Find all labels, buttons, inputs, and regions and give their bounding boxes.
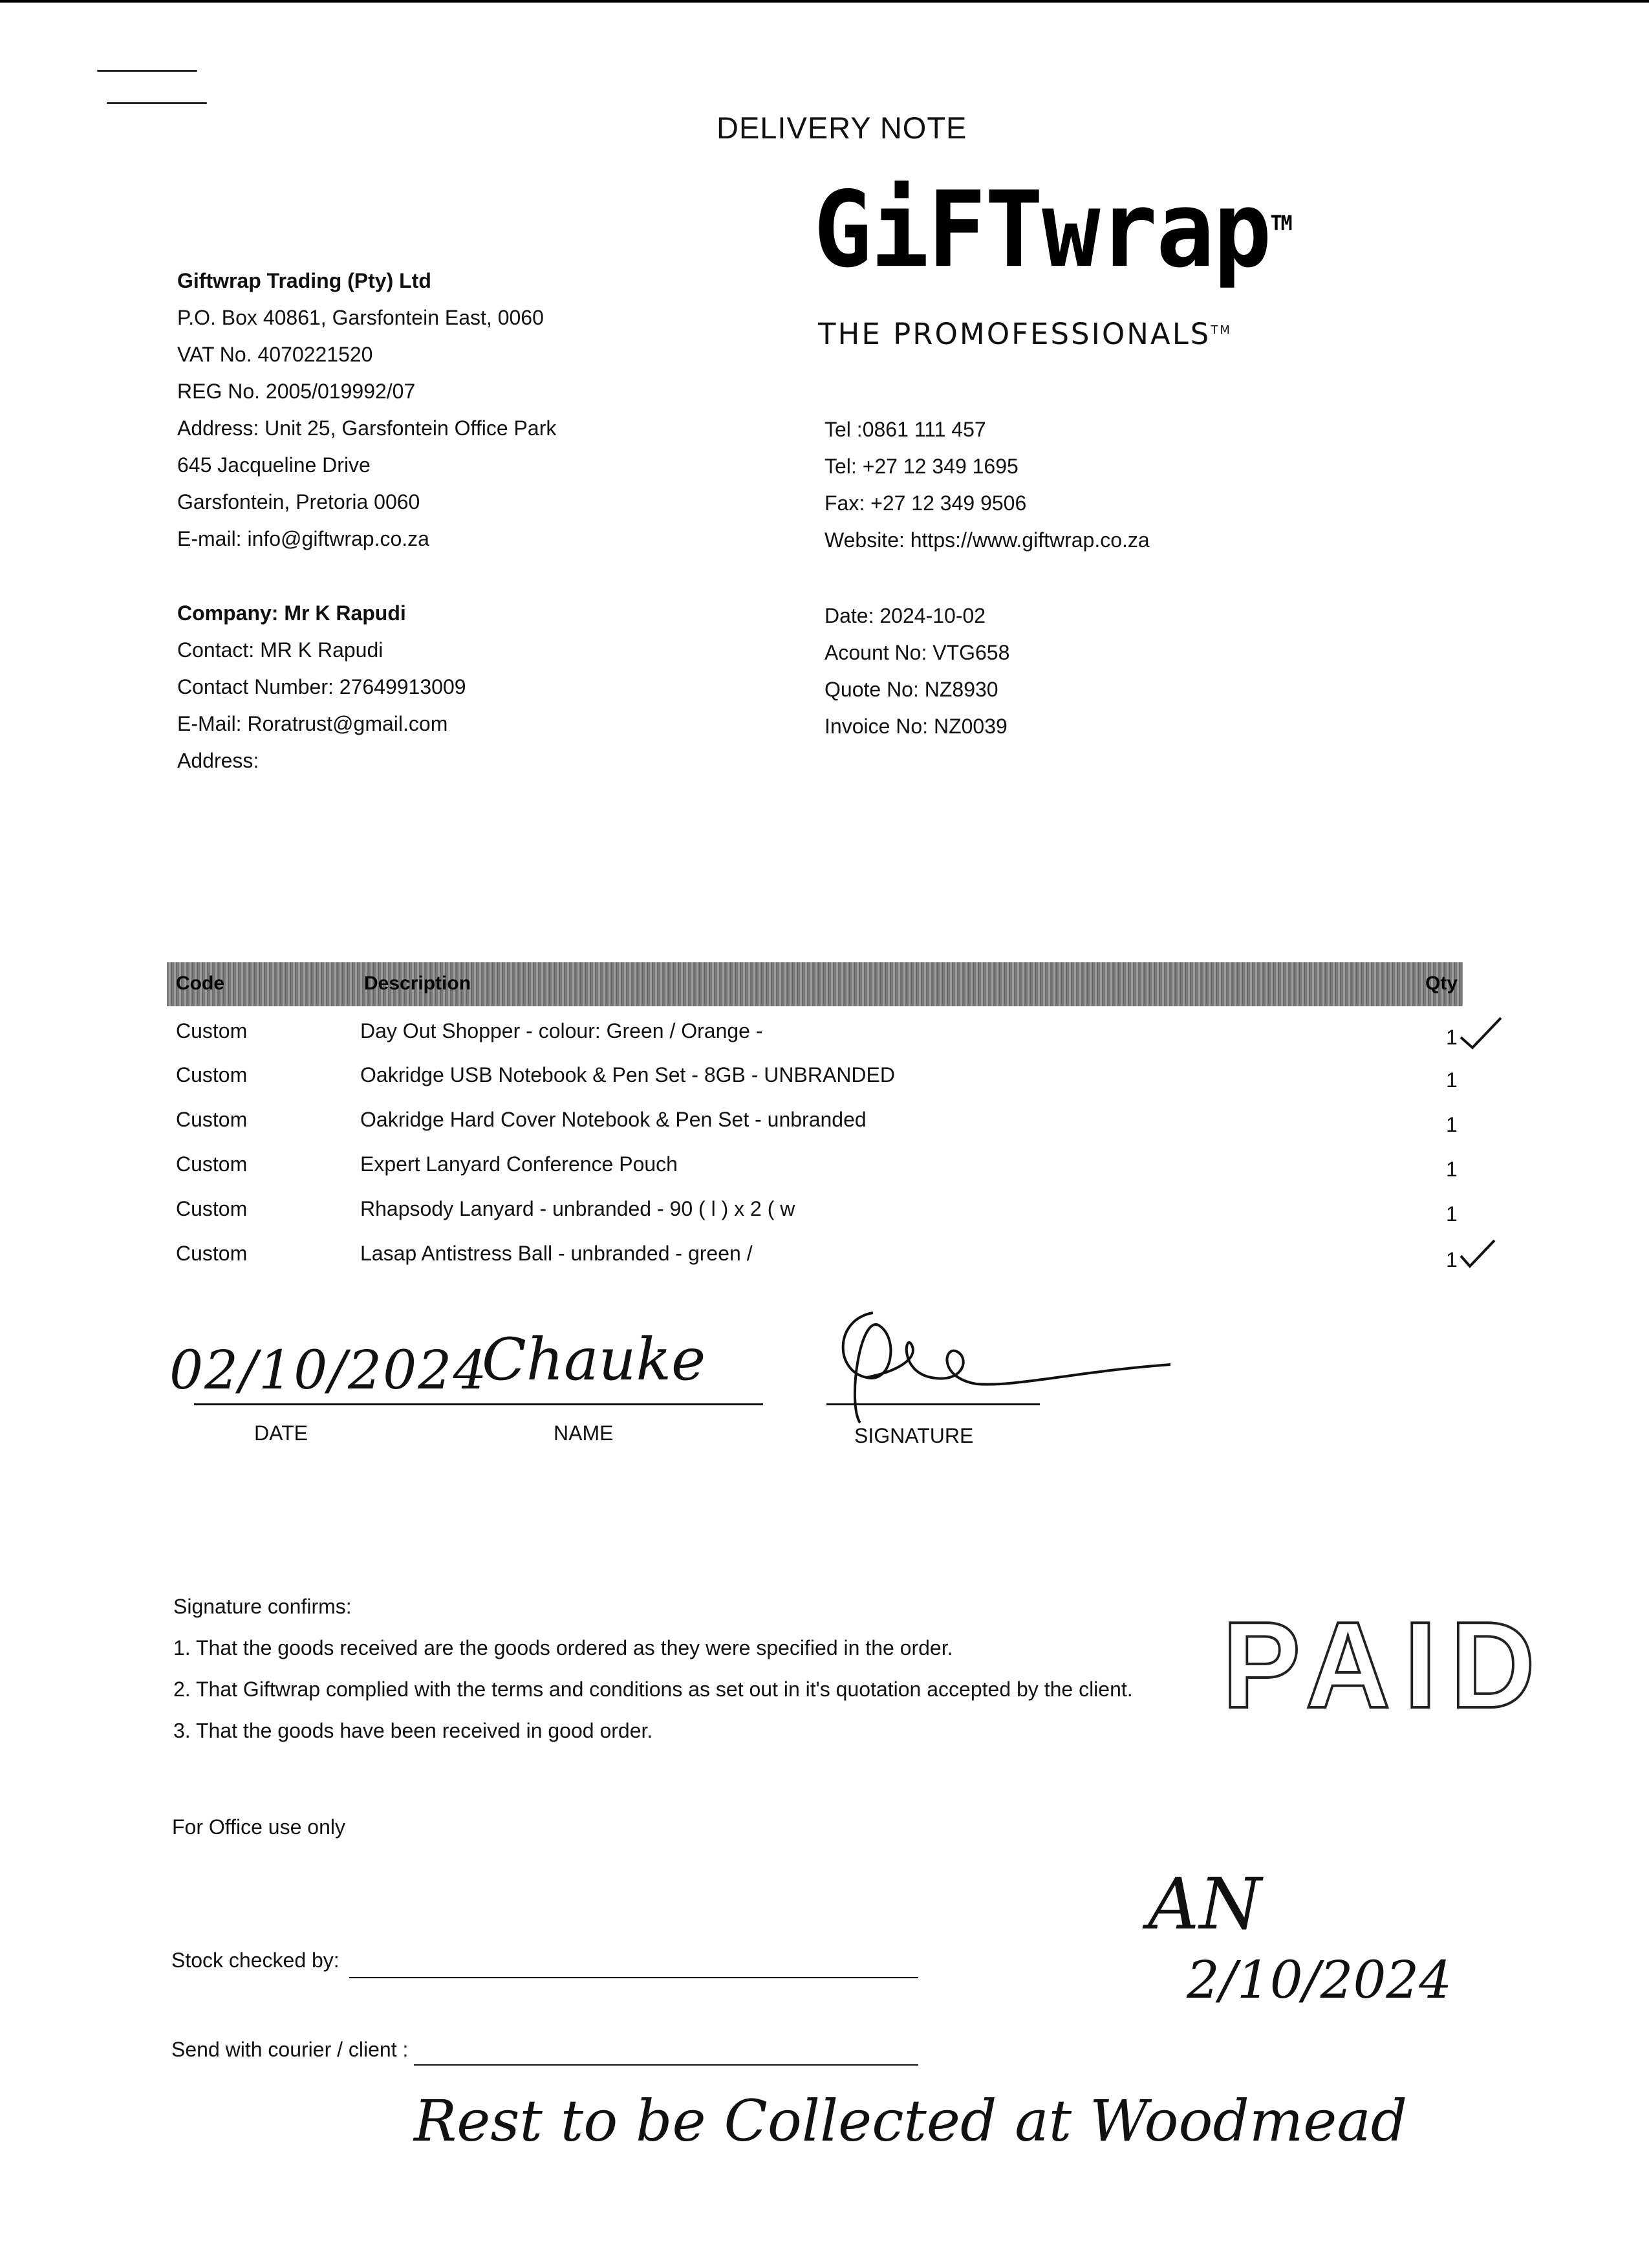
signature-label: SIGNATURE — [854, 1424, 974, 1447]
name-label: NAME — [554, 1421, 614, 1445]
send-with-label: Send with courier / client : — [171, 2038, 409, 2061]
row-qty: 1 — [1446, 1248, 1458, 1271]
doc-info-block — [824, 598, 1009, 745]
logo-trademark: TM — [1270, 211, 1291, 236]
table-row — [0, 1242, 1649, 1286]
signature-mark — [821, 1300, 1183, 1429]
scan-mark — [97, 70, 197, 72]
stock-checked-line — [349, 1977, 918, 1978]
row-qty: 1 — [1446, 1202, 1458, 1226]
supplier-block — [177, 263, 556, 557]
supplier-vat: VAT No. 4070221520 — [177, 343, 373, 366]
check-mark-icon — [1458, 1015, 1503, 1052]
handwritten-initials: AN — [1148, 1863, 1262, 1945]
customer-company: Company: Mr K Rapudi — [177, 601, 406, 625]
handwritten-office-date: 2/10/2024 — [1187, 1950, 1452, 2010]
website: Website: https://www.giftwrap.co.za — [824, 528, 1150, 552]
office-heading: For Office use only — [172, 1815, 345, 1839]
customer-address: Address: — [177, 749, 259, 772]
company-logo — [814, 169, 1291, 291]
row-description: Oakridge Hard Cover Notebook & Pen Set - unbranded — [360, 1108, 867, 1131]
supplier-name: Giftwrap Trading (Pty) Ltd — [177, 269, 431, 292]
logo-tagline — [818, 317, 1232, 351]
doc-date: Date: 2024-10-02 — [824, 604, 986, 627]
customer-contact: Contact: MR K Rapudi — [177, 638, 383, 662]
table-row — [0, 1063, 1649, 1107]
paid-stamp-graphic — [1222, 1610, 1552, 1720]
supplier-reg: REG No. 2005/019992/07 — [177, 380, 416, 403]
supplier-address-1: Address: Unit 25, Garsfontein Office Park — [177, 416, 557, 440]
customer-contact-number: Contact Number: 27649913009 — [177, 675, 466, 698]
confirmation-block — [173, 1586, 1133, 1751]
stock-checked-label: Stock checked by: — [171, 1949, 339, 1972]
confirmation-item: 1. That the goods received are the goods ordered as they were specified in the order. — [173, 1636, 953, 1659]
row-qty: 1 — [1446, 1068, 1458, 1092]
contact-info-block — [824, 411, 1150, 559]
scan-mark — [107, 102, 207, 104]
row-qty: 1 — [1446, 1113, 1458, 1136]
check-mark-icon — [1458, 1238, 1497, 1270]
header-code: Code — [176, 973, 224, 994]
paid-stamp — [1222, 1610, 1552, 1720]
table-row — [0, 1108, 1649, 1152]
tagline-trademark: TM — [1211, 323, 1232, 337]
table-row — [0, 1019, 1649, 1063]
scan-top-edge — [0, 0, 1649, 3]
signature-line — [826, 1403, 1040, 1405]
supplier-po-box: P.O. Box 40861, Garsfontein East, 0060 — [177, 306, 544, 329]
row-code: Custom — [176, 1197, 248, 1220]
send-with-line — [414, 2064, 918, 2066]
row-description: Day Out Shopper - colour: Green / Orange - — [360, 1019, 763, 1042]
table-row — [0, 1197, 1649, 1241]
row-description: Rhapsody Lanyard - unbranded - 90 ( l ) x 2 ( w — [360, 1197, 795, 1220]
supplier-address-2: 645 Jacqueline Drive — [177, 453, 371, 477]
row-code: Custom — [176, 1108, 248, 1131]
tel-2: Tel: +27 12 349 1695 — [824, 455, 1018, 478]
row-code: Custom — [176, 1019, 248, 1042]
row-description: Lasap Antistress Ball - unbranded - green / — [360, 1242, 753, 1265]
supplier-address-3: Garsfontein, Pretoria 0060 — [177, 490, 420, 513]
table-row — [0, 1152, 1649, 1196]
paid-stamp-text: PAID — [1222, 1610, 1549, 1720]
confirmation-item: 3. That the goods have been received in good order. — [173, 1719, 653, 1742]
logo-wordmark: GiFTwrap — [814, 169, 1271, 291]
supplier-email: E-mail: info@giftwrap.co.za — [177, 527, 429, 550]
confirmation-heading: Signature confirms: — [173, 1595, 352, 1618]
tagline-text: THE PROMOFESSIONALS — [818, 317, 1211, 351]
tel-1: Tel :0861 111 457 — [824, 418, 986, 441]
header-description: Description — [364, 973, 471, 994]
confirmation-item: 2. That Giftwrap complied with the terms and conditions as set out in it's quotation accepted by the client. — [173, 1678, 1133, 1701]
row-code: Custom — [176, 1063, 248, 1086]
fax: Fax: +27 12 349 9506 — [824, 491, 1027, 515]
row-code: Custom — [176, 1242, 248, 1265]
row-code: Custom — [176, 1152, 248, 1176]
row-qty: 1 — [1446, 1158, 1458, 1181]
quote-number: Quote No: NZ8930 — [824, 678, 998, 701]
handwritten-receipt-date: 02/10/2024 — [169, 1340, 488, 1401]
date-label: DATE — [254, 1421, 308, 1445]
handwritten-receipt-name: Chauke — [482, 1326, 706, 1394]
customer-email: E-Mail: Roratrust@gmail.com — [177, 712, 448, 735]
account-number: Acount No: VTG658 — [824, 641, 1010, 664]
row-qty: 1 — [1446, 1026, 1458, 1049]
row-description: Oakridge USB Notebook & Pen Set - 8GB - UNBRANDED — [360, 1063, 895, 1086]
items-table-header — [167, 962, 1463, 1006]
document-title: DELIVERY NOTE — [717, 111, 967, 145]
row-description: Expert Lanyard Conference Pouch — [360, 1152, 678, 1176]
customer-block — [177, 595, 466, 779]
header-qty: Qty — [1425, 973, 1458, 994]
date-name-line — [194, 1403, 763, 1405]
handwritten-note: Rest to be Collected at Woodmead — [414, 2088, 1408, 2154]
invoice-number: Invoice No: NZ0039 — [824, 715, 1008, 738]
